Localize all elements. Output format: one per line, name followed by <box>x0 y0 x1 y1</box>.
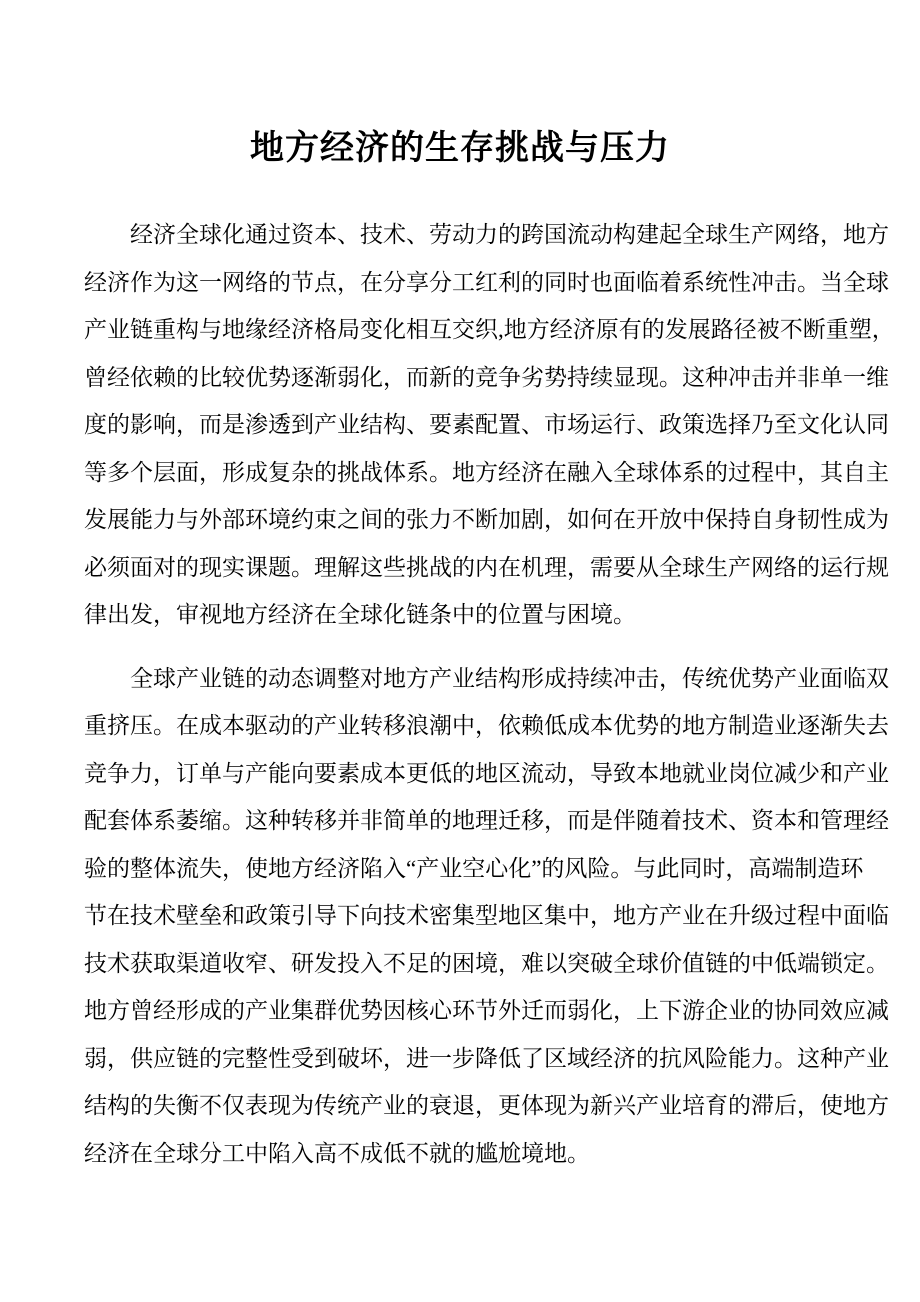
paragraph <box>84 655 890 1178</box>
text-line: 重挤压。在成本驱动的产业转移浪潮中，依赖低成本优势的地方制造业逐渐失去 <box>84 713 889 738</box>
document-title: 地方经济的生存挑战与压力 <box>250 129 670 167</box>
text-line: 竞争力，订单与产能向要素成本更低的地区流动，导致本地就业岗位减少和产业 <box>84 760 889 786</box>
text-line: 全球产业链的动态调整对地方产业结构形成持续冲击，传统优势产业面临双 <box>130 665 889 691</box>
text-line: 必须面对的现实课题。理解这些挑战的内在机理，需要从全球生产网络的运行规 <box>84 554 889 580</box>
text-line: 验的整体流失，使地方经济陷入“产业空心化”的风险。与此同时，高端制造环 <box>84 855 864 881</box>
text-line: 经济在全球分工中陷入高不成低不就的尴尬境地。 <box>84 1140 590 1166</box>
text-line: 配套体系萎缩。这种转移并非简单的地理迁移，而是伴随着技术、资本和管理经 <box>84 808 889 833</box>
text-line: 度的影响，而是渗透到产业结构、要素配置、市场运行、政策选择乃至文化认同 <box>84 412 889 437</box>
text-line: 节在技术壁垒和政策引导下向技术密集型地区集中，地方产业在升级过程中面临 <box>84 903 889 928</box>
text-line: 经济全球化通过资本、技术、劳动力的跨国流动构建起全球生产网络，地方 <box>130 222 889 247</box>
text-line: 发展能力与外部环境约束之间的张力不断加剧，如何在开放中保持自身韧性成为 <box>84 507 889 532</box>
text-line: 地方曾经形成的产业集群优势因核心环节外迁而弱化，上下游企业的协同效应减 <box>84 998 889 1023</box>
document-body <box>84 211 895 1193</box>
text-line: 技术获取渠道收窄、研发投入不足的困境，难以突破全球价值链的中低端锁定。 <box>84 950 889 976</box>
paragraph <box>84 211 895 639</box>
text-line: 曾经依赖的比较优势逐渐弱化，而新的竞争劣势持续显现。这种冲击并非单一维 <box>84 364 889 390</box>
text-line: 结构的失衡不仅表现为传统产业的衰退，更体现为新兴产业培育的滞后，使地方 <box>84 1093 889 1118</box>
text-line: 等多个层面，形成复杂的挑战体系。地方经济在融入全球体系的过程中，其自主 <box>84 459 889 485</box>
text-line: 产业链重构与地缘经济格局变化相互交织,地方经济原有的发展路径被不断重塑， <box>84 317 895 342</box>
text-line: 经济作为这一网络的节点，在分享分工红利的同时也面临着系统性冲击。当全球 <box>84 269 889 295</box>
text-line: 律出发，审视地方经济在全球化链条中的位置与困境。 <box>84 602 636 627</box>
text-line: 弱，供应链的完整性受到破坏，进一步降低了区域经济的抗风险能力。这种产业 <box>84 1045 889 1071</box>
